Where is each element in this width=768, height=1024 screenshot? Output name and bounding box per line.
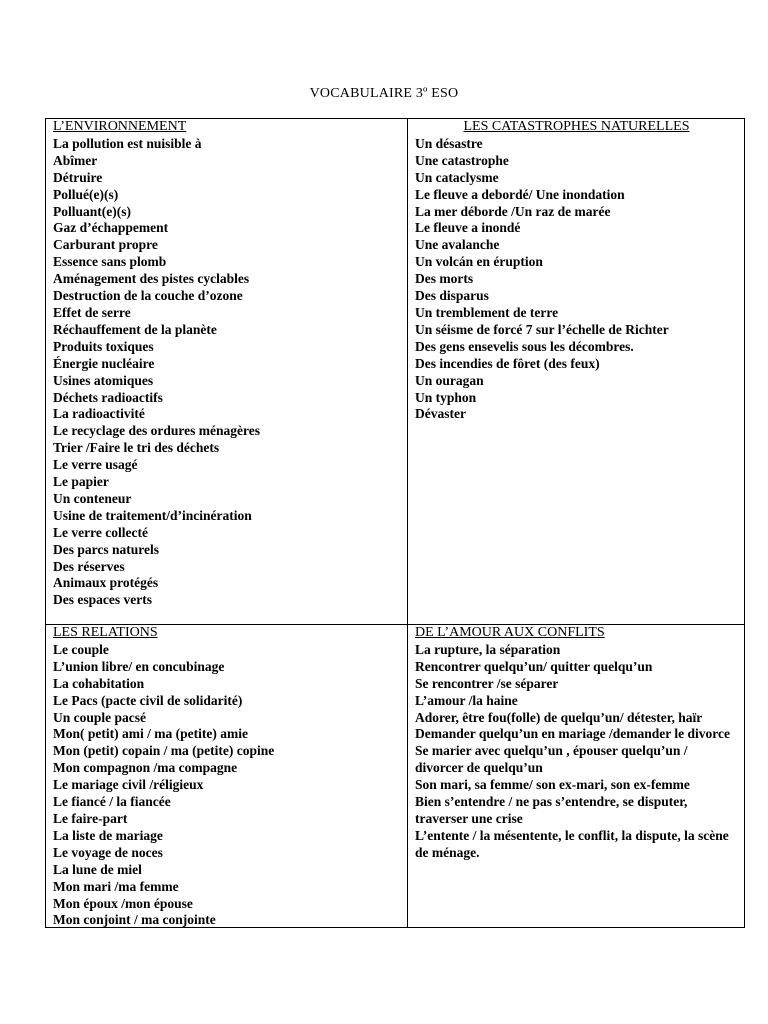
list-item: Rencontrer quelqu’un/ quitter quelqu’un <box>415 658 653 674</box>
conflicts-list <box>415 625 738 927</box>
page-title: VOCABULAIRE 3º ESO <box>309 86 459 101</box>
environment-list <box>53 119 401 624</box>
list-item: Se rencontrer /se séparer <box>415 675 559 691</box>
list-item: Des morts <box>415 271 474 287</box>
environment-heading: L’ENVIRONNEMENT <box>53 119 187 134</box>
list-item: Le couple <box>53 641 109 657</box>
list-item: Le mariage civil /réligieux <box>53 777 204 793</box>
list-item: Un séisme de forcé 7 sur l’échelle de Richter <box>415 321 669 337</box>
list-item: Destruction de la couche d’ozone <box>53 288 243 304</box>
list-item: Une avalanche <box>415 237 500 253</box>
list-item: Un typhon <box>415 389 477 405</box>
list-item: Se marier avec quelqu’un , épouser quelqu’un / divorcer de quelqu’un <box>415 743 688 776</box>
list-item: Le fiancé / la fiancée <box>53 794 171 810</box>
list-item: Usine de traitement/d’incinération <box>53 507 252 523</box>
list-item: Trier /Faire le tri des déchets <box>53 440 220 456</box>
list-item: Carburant propre <box>53 237 158 253</box>
table-row <box>46 625 745 928</box>
list-item: Une catastrophe <box>415 152 509 168</box>
list-item: Le recyclage des ordures ménagères <box>53 423 260 439</box>
list-item: Aménagement des pistes cyclables <box>53 271 250 287</box>
catastrophes-cell <box>408 119 745 625</box>
list-item: La lune de miel <box>53 861 142 877</box>
list-item: Des gens ensevelis sous les décombres. <box>415 338 634 354</box>
catastrophes-list <box>415 119 738 624</box>
table-row <box>46 119 745 625</box>
list-item: Un ouragan <box>415 372 484 388</box>
list-item: Des réserves <box>53 558 125 574</box>
list-item: Énergie nucléaire <box>53 355 155 371</box>
list-item: Usines atomiques <box>53 372 154 388</box>
list-item: Essence sans plomb <box>53 254 167 270</box>
list-item: Le fleuve a debordé/ Une inondation <box>415 186 625 202</box>
list-item: Gaz d’échappement <box>53 220 169 236</box>
list-item: Le faire-part <box>53 810 128 826</box>
list-item: Dévaster <box>415 406 466 422</box>
list-item: Demander quelqu’un en mariage /demander le divorce <box>415 726 730 742</box>
list-item: Un cataclysme <box>415 169 499 185</box>
list-item: La mer déborde /Un raz de marée <box>415 203 611 219</box>
list-item: Le papier <box>53 474 109 490</box>
list-item: Le verre usagé <box>53 457 138 473</box>
list-item: Mon( petit) ami / ma (petite) amie <box>53 726 248 742</box>
list-item: Déchets radioactifs <box>53 389 163 405</box>
list-item: Abîmer <box>53 152 98 168</box>
list-item: Bien s’entendre / ne pas s’entendre, se disputer, traverser une crise <box>415 794 688 826</box>
list-item: Polluant(e)(s) <box>53 203 131 219</box>
list-item: Animaux protégés <box>53 575 159 591</box>
list-item: Produits toxiques <box>53 338 154 354</box>
list-item: La cohabitation <box>53 675 145 691</box>
list-item: Un désastre <box>415 135 483 151</box>
list-item: Mon compagnon /ma compagne <box>53 760 238 776</box>
list-item: Des incendies de fôret (des feux) <box>415 355 600 371</box>
list-item: Mon mari /ma femme <box>53 878 179 894</box>
list-item: L’entente / la mésentente, le conflit, la dispute, la scène de ménage. <box>415 827 729 860</box>
relations-cell <box>46 625 408 928</box>
vocabulary-table <box>45 118 745 928</box>
list-item: Le Pacs (pacte civil de solidarité) <box>53 692 243 708</box>
list-item: Réchauffement de la planète <box>53 321 217 337</box>
list-item: Le fleuve a inondé <box>415 220 521 236</box>
environment-cell <box>46 119 408 625</box>
list-item: Des parcs naturels <box>53 541 160 557</box>
list-item: Le verre collecté <box>53 524 148 540</box>
catastrophes-heading: LES CATASTROPHES NATURELLES <box>463 119 690 134</box>
list-item: Détruire <box>53 169 103 185</box>
list-item: La pollution est nuisible à <box>53 135 202 151</box>
list-item: Des espaces verts <box>53 592 152 608</box>
list-item: Pollué(e)(s) <box>53 186 119 202</box>
list-item: Un tremblement de terre <box>415 304 559 320</box>
list-item: Le voyage de noces <box>53 844 163 860</box>
list-item: Mon conjoint / ma conjointe <box>53 912 216 928</box>
list-item: L’union libre/ en concubinage <box>53 658 225 674</box>
list-item: La radioactivité <box>53 406 145 422</box>
list-item: Adorer, être fou(folle) de quelqu’un/ détester, haïr <box>415 709 703 725</box>
list-item: Mon (petit) copain / ma (petite) copine <box>53 743 275 759</box>
list-item: La liste de mariage <box>53 827 163 843</box>
list-item: Des disparus <box>415 288 489 304</box>
list-item: Son mari, sa femme/ son ex-mari, son ex-femme <box>415 777 690 793</box>
list-item: Un volcán en éruption <box>415 254 543 270</box>
relations-list <box>53 625 401 927</box>
list-item: Un conteneur <box>53 490 132 506</box>
relations-heading: LES RELATIONS <box>53 625 158 640</box>
list-item: L’amour /la haine <box>415 692 518 708</box>
list-item: Effet de serre <box>53 304 131 320</box>
list-item: Un couple pacsé <box>53 709 147 725</box>
conflicts-heading: DE L’AMOUR AUX CONFLITS <box>415 625 605 640</box>
list-item: Mon époux /mon épouse <box>53 895 193 911</box>
conflicts-cell <box>408 625 745 928</box>
list-item: La rupture, la séparation <box>415 641 561 657</box>
